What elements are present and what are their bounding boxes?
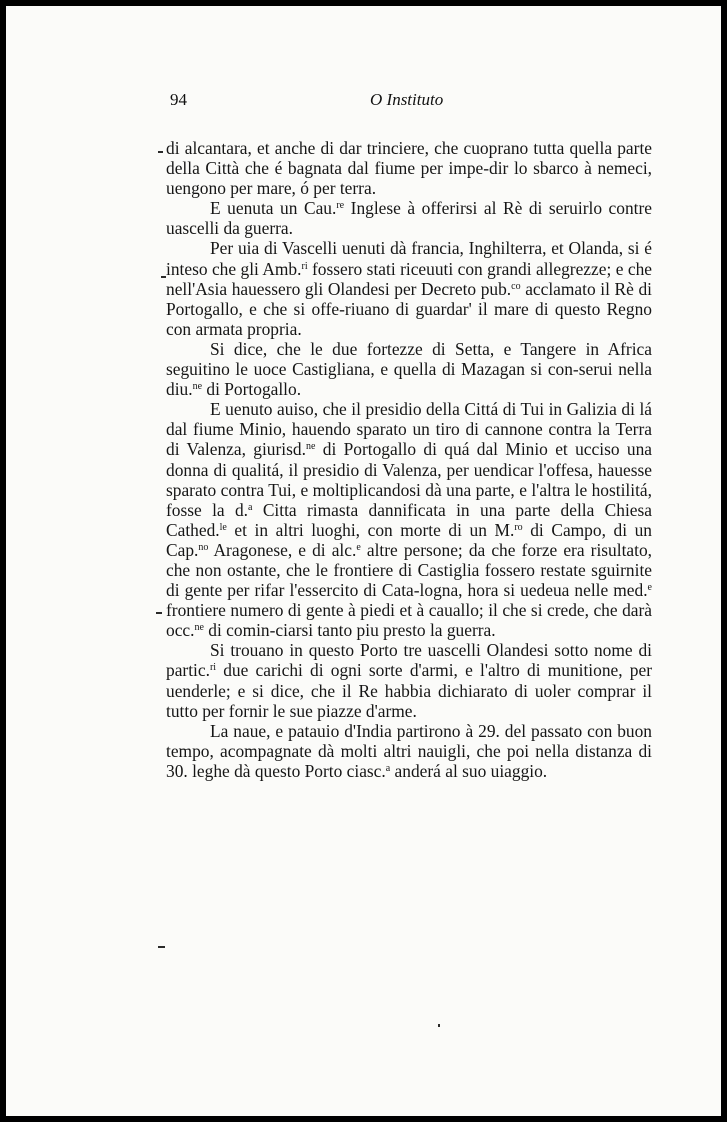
superscript-abbreviation: le (219, 521, 227, 533)
superscript-abbreviation: co (511, 280, 521, 292)
superscript-abbreviation: a (248, 501, 253, 513)
superscript-abbreviation: ro (514, 521, 523, 533)
superscript-abbreviation: no (198, 541, 209, 553)
scan-speck (438, 1024, 440, 1027)
text-run: di Portogallo. (202, 379, 302, 400)
text-run: Per uia di Vascelli uenuti dà francia, Inghilterra, et Olanda, si é inteso che gli Amb. (166, 238, 652, 279)
text-run: di Campo, di un Cap. (166, 519, 652, 560)
running-title: O Instituto (370, 90, 444, 109)
paragraph (166, 138, 652, 198)
superscript-abbreviation: re (336, 200, 345, 212)
text-run: E uenuto auiso, che il presidio della Cittá di Tui in Galizia di lá dal fiume Minio, hauendo sparato un tiro di cannone contra la Terra di Valenza, giurisd. (166, 399, 652, 460)
text-run: di alcantara, et anche di dar trinciere, che cuoprano tutta quella parte della Città che é bagnata dal fiume per impe-dir lo sbarco à nemeci, uengono per mare, ó per terra. (166, 138, 652, 199)
superscript-abbreviation: e (647, 582, 652, 594)
paragraph (166, 238, 652, 338)
superscript-abbreviation: ne (192, 381, 203, 393)
text-run: Citta rimasta dannificata in una parte della Chiesa Cathed. (166, 499, 652, 540)
text-run: Si dice, che le due fortezze di Setta, e Tangere in Africa seguitino le uoce Castigliana, e quella di Mazagan si con-serui nella diu. (166, 338, 652, 400)
scan-speck (161, 276, 166, 278)
text-run: Inglese à offerirsi al Rè di seruirlo contre uascelli da guerra. (166, 198, 652, 239)
text-run: di comin-ciarsi tanto piu presto la guerra. (203, 620, 496, 641)
superscript-abbreviation: e (356, 541, 361, 553)
text-run: anderá al suo uiaggio. (390, 760, 548, 781)
text-run: et in altri luoghi, con morte di un M. (226, 519, 515, 540)
scan-speck (158, 946, 165, 948)
scan-speck (158, 151, 163, 153)
text-run: di Portogallo di quá dal Minio et ucciso una donna di qualitá, il presidio di Valenza, per uendicar l'offesa, hauesse sparato contra Tui, e moltiplicandosi dà una parte, e l'altra le hostilitá, fosse la d. (166, 439, 652, 520)
paragraph (166, 721, 652, 781)
page-header (6, 90, 721, 112)
paragraph (166, 339, 652, 399)
scan-speck (156, 612, 162, 614)
text-run: altre persone; da che forze era risultato, che non ostante, che le frontiere di Castiglia fossero restate sguirnite di gente per rifar l'essercito di Cata-logna, hora si uedeua nelle med. (166, 539, 652, 601)
text-run: frontiere numero di gente à piedi et à cauallo; il che si crede, che darà occ. (166, 600, 652, 641)
text-run: La naue, e patauio d'India partirono à 29. del passato con buon tempo, acompagnate dà molti altri nauigli, che poi nella distanza di 30. leghe dà questo Porto ciasc. (166, 720, 652, 781)
superscript-abbreviation: ne (305, 441, 316, 453)
document-page (6, 6, 721, 1116)
text-run: due carichi di ogni sorte d'armi, e l'altro di munitione, per uenderle; e si dice, che il Re habbia dichiarato di uoler comprar il tutto per fornir le sue piazze d'arme. (166, 660, 652, 721)
superscript-abbreviation: ne (194, 622, 204, 634)
text-run: acclamato il Rè di Portogallo, e che si offe-riuano di guardar' il mare di questo Regno con armata propria. (166, 278, 652, 339)
text-run: Aragonese, e di alc. (208, 539, 357, 560)
text-run: E uenuta un Cau. (210, 198, 337, 219)
text-run: Si trouano in questo Porto tre uascelli Olandesi sotto nome di partic. (166, 640, 652, 681)
text-run: fossero stati riceuuti con grandi allegrezze; e che nell'Asia hauessero gli Olandesi per Decreto pub. (166, 258, 652, 299)
superscript-abbreviation: ri (209, 662, 217, 674)
paragraph (166, 198, 652, 238)
superscript-abbreviation: a (385, 762, 391, 774)
superscript-abbreviation: ri (301, 260, 308, 272)
paragraph (166, 640, 652, 720)
page-number: 94 (170, 90, 187, 109)
body-text (166, 138, 652, 781)
paragraph (166, 399, 652, 640)
